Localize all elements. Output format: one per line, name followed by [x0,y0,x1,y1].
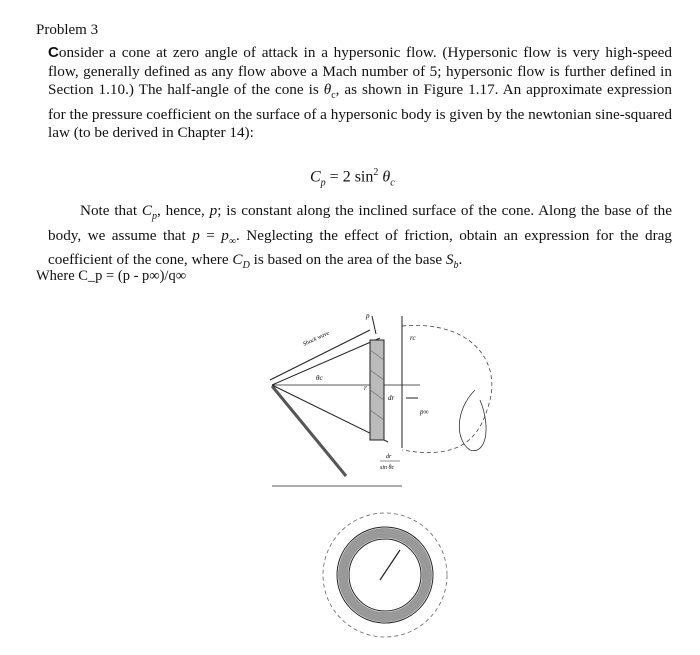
para1-text-b: , as shown in Figure 1.17. An approximate expression for the pressure coefficient on the surface of a hypersonic body is given by the newtonian sine-squared law (to be derived in Chapter 14): [48,81,672,142]
para2-sb-sub: b [453,260,459,272]
formula-exponent: 2 [373,167,379,178]
problem-paragraph-2 [48,202,672,276]
para2-text-e: is based on the area of the base [249,251,446,269]
dr-label: dr [388,394,395,402]
sin-numerator: dr [386,454,392,460]
theta-label: θc [316,374,323,382]
newtonian-formula [310,167,395,189]
p-label: p [366,312,370,320]
where-definition: Where C_p = (p - p∞)/q∞ [36,268,187,284]
sin-denominator: sin θc [380,465,395,471]
rc-label: rc [410,334,416,342]
theta-symbol: θ [323,81,332,98]
para2-pinf-sub: ∞ [228,235,237,247]
drop-letter: C [48,44,59,61]
para2-cd: C [232,251,243,269]
shock-wave-label: Shock wave [302,330,331,348]
cone-figure [260,290,520,650]
loop-curve [459,390,486,451]
problem-heading: Problem 3 [36,22,99,38]
para2-cd-sub: D [242,260,250,272]
para1-text-a: onsider a cone at zero angle of attack in a hypersonic flow. (Hypersonic flow is very high-speed flow, generally defined as any flow above a Mach number of 5; hypersonic flow is further defined in Section 1.10.) The half-angle of the cone is [48,44,672,98]
para2-cp-sub: p [152,211,158,223]
para2-p2: p [192,226,200,244]
r-label: r [364,384,367,392]
formula-cp: C [310,168,321,186]
formula-eq: = 2 sin [325,168,374,186]
problem-paragraph-1 [48,44,672,143]
formula-theta-sub: c [390,177,395,189]
cone-upper-surface [272,338,380,385]
pinf-label: p∞ [420,408,429,416]
para2-text-f: . [458,251,463,269]
radius-line [380,550,400,580]
para2-eq: = [199,226,222,244]
pressure-arrow [372,316,376,334]
para2-p: p [209,202,218,219]
base-edge-dashed [402,325,492,452]
formula-cp-sub: p [320,177,326,189]
para2-text-c: ; is constant along the inclined surface of the cone. Along the base of the body, we assume that [48,202,673,244]
theta-subscript: c [331,90,336,102]
shock-wave-lower [272,386,346,476]
para2-pinf: p [221,226,229,244]
para2-text-d: . Neglecting the effect of friction, obtain an expression for the drag coefficient of the cone, where [48,226,672,269]
base-ring-outer [337,527,433,623]
base-ring [343,533,427,617]
para2-text-a: Note that [80,202,142,219]
para2-text-b: , hence, [157,202,210,219]
para2-sb: S [445,251,454,269]
para2-cp: C [141,202,153,219]
formula-theta: θ [378,168,391,186]
base-ring-inner [349,539,421,611]
